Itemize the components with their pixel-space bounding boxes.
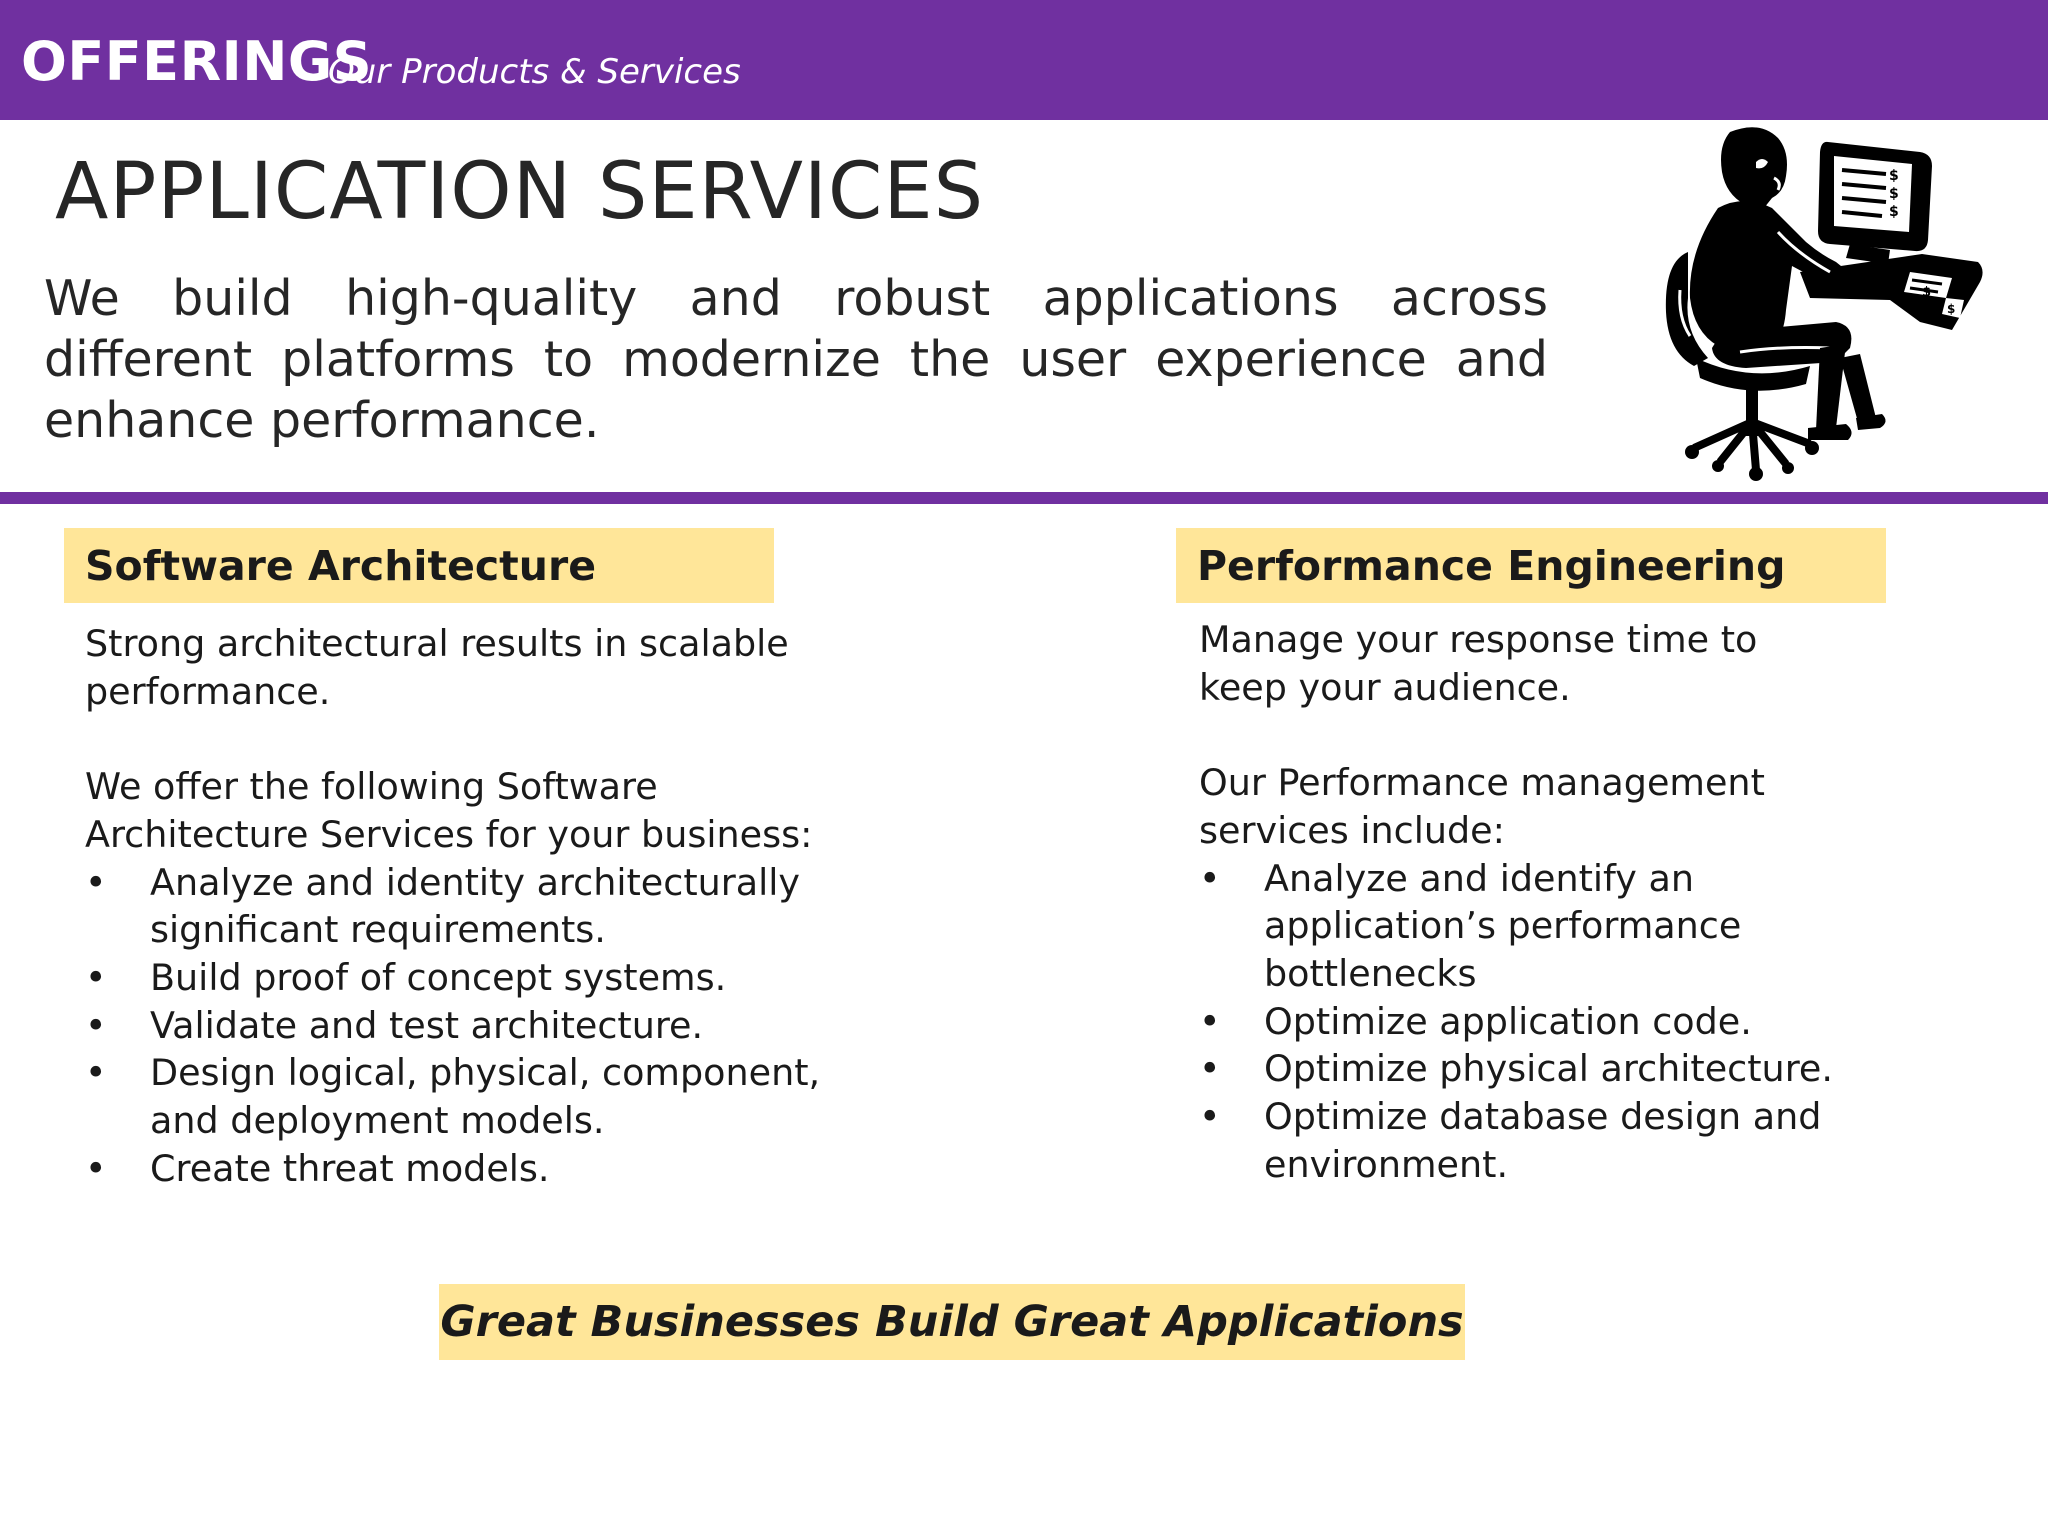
tray-dollar-2: $ xyxy=(1947,302,1956,316)
section-divider xyxy=(0,492,2048,504)
tagline: Great Businesses Build Great Applications xyxy=(440,1297,1464,1347)
performance-engineering-heading: Performance Engineering xyxy=(1197,542,1786,590)
list-item: • Analyze and identify an application’s performance bottlenecks xyxy=(1199,856,1742,995)
performance-engineering-lead: Manage your response time to keep your audience. xyxy=(1199,618,1758,709)
bullet-icon: • xyxy=(85,1051,107,1095)
header-subtitle: Our Products & Services xyxy=(328,52,741,92)
list-item: • Optimize physical architecture. xyxy=(1199,1045,1839,1093)
bullet-icon: • xyxy=(1199,999,1221,1043)
software-architecture-intro: We offer the following Software Architecture Services for your business: xyxy=(85,765,813,856)
performance-engineering-list xyxy=(1199,855,1839,1189)
list-item: • Analyze and identity architecturally significant requirements. xyxy=(85,860,801,952)
performance-engineering-heading-box xyxy=(1176,528,1886,603)
software-architecture-column xyxy=(85,620,845,1192)
bullet-icon: • xyxy=(85,1146,107,1190)
list-item: • Validate and test architecture. xyxy=(85,1002,845,1050)
tagline-box xyxy=(439,1284,1465,1360)
list-item: • Optimize database design and environment. xyxy=(1199,1095,1822,1186)
header-bar xyxy=(0,0,2048,120)
screen-dollar-3: $ xyxy=(1889,204,1899,220)
monitor-icon xyxy=(1818,142,1932,264)
bullet-icon: • xyxy=(85,1003,107,1047)
bullet-icon: • xyxy=(1199,1047,1221,1091)
software-architecture-list xyxy=(85,859,845,1193)
performance-engineering-intro: Our Performance management services include: xyxy=(1199,761,1765,852)
header-title: OFFERINGS xyxy=(21,30,373,93)
bullet-icon: • xyxy=(1199,856,1221,900)
list-item: • Create threat models. xyxy=(85,1145,845,1193)
performance-engineering-column xyxy=(1199,616,1839,1188)
screen-dollar-1: $ xyxy=(1889,168,1899,184)
bullet-icon: • xyxy=(85,955,107,999)
person-at-computer-icon xyxy=(1660,122,1990,492)
page-title: APPLICATION SERVICES xyxy=(55,147,985,237)
software-architecture-lead: Strong architectural results in scalable performance. xyxy=(85,622,789,713)
list-item: • Build proof of concept systems. xyxy=(85,954,845,1002)
bullet-icon: • xyxy=(1199,1095,1221,1139)
intro-paragraph: We build high-quality and robust applications across different platforms to modernize the user experience and enhance performance. xyxy=(44,270,1548,449)
screen-dollar-2: $ xyxy=(1889,186,1899,202)
tray-dollar-1: $ xyxy=(1922,285,1932,300)
software-architecture-heading: Software Architecture xyxy=(85,542,596,590)
software-architecture-heading-box xyxy=(64,528,774,603)
bullet-icon: • xyxy=(85,860,107,904)
list-item: • Optimize application code. xyxy=(1199,998,1839,1046)
list-item: • Design logical, physical, component, and deployment models. xyxy=(85,1051,821,1143)
